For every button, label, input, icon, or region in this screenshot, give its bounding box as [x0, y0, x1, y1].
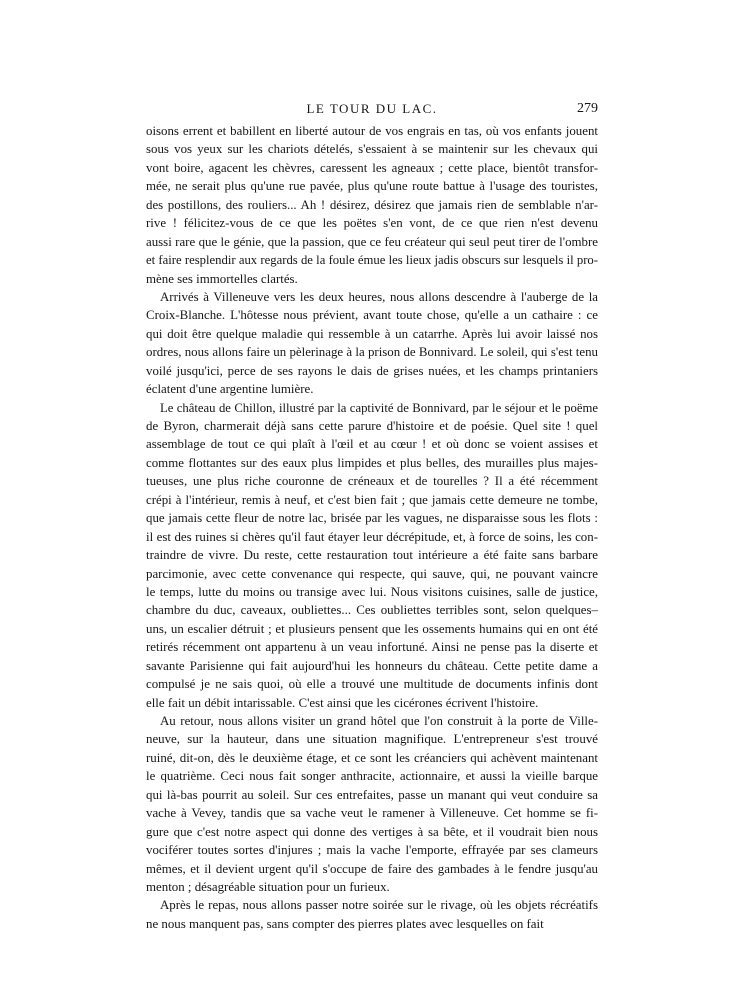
text-line: chambre du duc, caveaux, oubliettes... Ces oubliettes terribles sont, selon quelques– [146, 603, 598, 618]
text-line: qui doit être quelque maladie qui ressemble à un catarrhe. Après lui avoir laissé nos [146, 326, 598, 341]
text-line: et faire resplendir aux regards de la foule émue les lieux jadis obscurs sur lesquels il pro- [146, 253, 598, 268]
text-line: vociférer toutes sortes d'injures ; mais la vache l'emporte, effrayée par ses clameurs [146, 843, 598, 858]
text-line: éclatent d'une argentine lumière. [146, 382, 314, 397]
text-line: crépi à l'intérieur, remis à neuf, et c'est bien fait ; que jamais cette demeure ne tombe, [146, 492, 598, 507]
text-line: le temps, lutte du moins ou transige avec lui. Nous visitons cuisines, salle de justice, [146, 584, 598, 599]
text-line: Croix-Blanche. L'hôtesse nous prévient, avant toute chose, qu'elle a un cathaire : ce [146, 308, 598, 323]
text-line: ruiné, dit-on, dès le deuxième étage, et ce sont les créanciers qui achèvent maintenant [146, 750, 598, 765]
text-line: comme flottantes sur des eaux plus limpides et plus belles, des murailles plus majes- [146, 455, 598, 470]
text-line: que jamais cette fleur de notre lac, brisée par les vagues, ne disparaisse sous les flots : [146, 511, 598, 526]
running-title: LE TOUR DU LAC. [306, 101, 438, 116]
text-line: il est des ruines si chères qu'il faut étayer leur décrépitude, et, à force de soins, les con- [146, 529, 598, 544]
text-line: traindre de vivre. Du reste, cette restauration tout intérieure a été faite sans barbare [146, 548, 598, 563]
body-text [146, 122, 598, 933]
text-line: oisons errent et babillent en liberté autour de vos engrais en tas, où vos enfants jouent [146, 124, 598, 138]
text-line: Le château de Chillon, illustré par la captivité de Bonnivard, par le séjour et le poëme [160, 400, 598, 415]
text-line: de Byron, charmerait déjà sans cette parure d'histoire et de poésie. Quel site ! quel [146, 419, 598, 433]
text-line: compulsé je ne sais quoi, où elle a trouvé une multitude de documents infinis dont [146, 677, 598, 692]
text-line: elle fait un débit intarissable. C'est ainsi que les cicérones écrivent l'histoire. [146, 695, 539, 710]
text-line: sous vos yeux sur les chariots dételés, s'essaient à se maintenir sur les chevaux qui [146, 142, 598, 157]
text-line: menton ; désagréable situation pour un furieux. [146, 879, 390, 894]
text-line: le quatrième. Ceci nous fait songer anthracite, actionnaire, et aussi la vieille barque [146, 769, 598, 784]
paragraph [146, 288, 598, 399]
paragraph [146, 896, 598, 933]
page-number: 279 [577, 101, 598, 116]
text-line: rive ! félicitez-vous de ce que les poëtes s'en vont, de ce que rien n'est devenu [146, 216, 598, 231]
paragraph [146, 122, 598, 288]
paragraph [146, 399, 598, 712]
text-line: vont boire, agacent les chèvres, caressent les agneaux ; cette place, bientôt transfor- [146, 160, 598, 175]
text-line: Après le repas, nous allons passer notre soirée sur le rivage, où les objets récréatifs [160, 898, 598, 913]
text-line: savante Parisienne qui fait aujourd'hui les honneurs du château. Cette petite dame a [146, 658, 598, 673]
text-line: Arrivés à Villeneuve vers les deux heures, nous allons descendre à l'auberge de la [160, 289, 598, 304]
text-line: des postillons, des rouliers... Ah ! désirez, désirez que jamais rien de semblable n'ar- [146, 197, 598, 212]
text-line: tueuses, une plus riche couronne de créneaux et de tourelles ? Il a été récemment [146, 474, 598, 489]
text-line: vache à Vevey, tandis que sa vache veut le ramener à Villeneuve. Cet homme se fi- [146, 806, 598, 821]
text-line: retirés récemment ont appartenu à un veau infortuné. Ainsi ne pense pas la diserte et [146, 640, 598, 655]
text-line: assemblage de tout ce qui plaît à l'œil et au cœur ! et où donc se voient assises et [146, 437, 598, 452]
text-line: parcimonie, avec cette convenance qui respecte, qui sauve, qui, ne pouvant vaincre [146, 566, 598, 581]
text-line: aussi rare que le génie, que la passion, que ce feu créateur qui seul peut tirer de l'ombre [146, 234, 598, 249]
text-line: neuve, sur la hauteur, dans une situation magnifique. L'entrepreneur s'est trouvé [146, 732, 598, 747]
page-header [146, 101, 598, 123]
text-line: mêmes, et il devient urgent qu'il s'occupe de faire des gambades à le fendre jusqu'au [146, 861, 598, 876]
text-line: ordres, nous allons faire un pèlerinage à la prison de Bonnivard. Le soleil, qui s'est tenu [146, 345, 598, 360]
text-line: mée, ne serait plus qu'une rue pavée, plus qu'une route battue à l'usage des touristes, [146, 179, 598, 194]
text-line: voilé jusqu'ici, perce de ses rayons le dais de grises nuées, et les champs printaniers [146, 363, 598, 378]
text-line: qui là-bas pourrit au soleil. Sur ces entrefaites, passe un manant qui veut conduire sa [146, 787, 598, 802]
text-line: Au retour, nous allons visiter un grand hôtel que l'on construit à la porte de Ville- [160, 714, 598, 728]
text-line: gure que c'est notre aspect qui donne des vertiges à sa bête, et il voudrait bien nous [146, 824, 598, 839]
text-line: ne nous manquent pas, sans compter des pierres plates avec lesquelles on fait [146, 916, 544, 931]
text-line: uns, un escalier détruit ; et plusieurs pensent que les ossements humains qui en ont été [146, 621, 598, 636]
paragraph [146, 712, 598, 896]
text-line: mène ses immortelles clartés. [146, 271, 298, 286]
